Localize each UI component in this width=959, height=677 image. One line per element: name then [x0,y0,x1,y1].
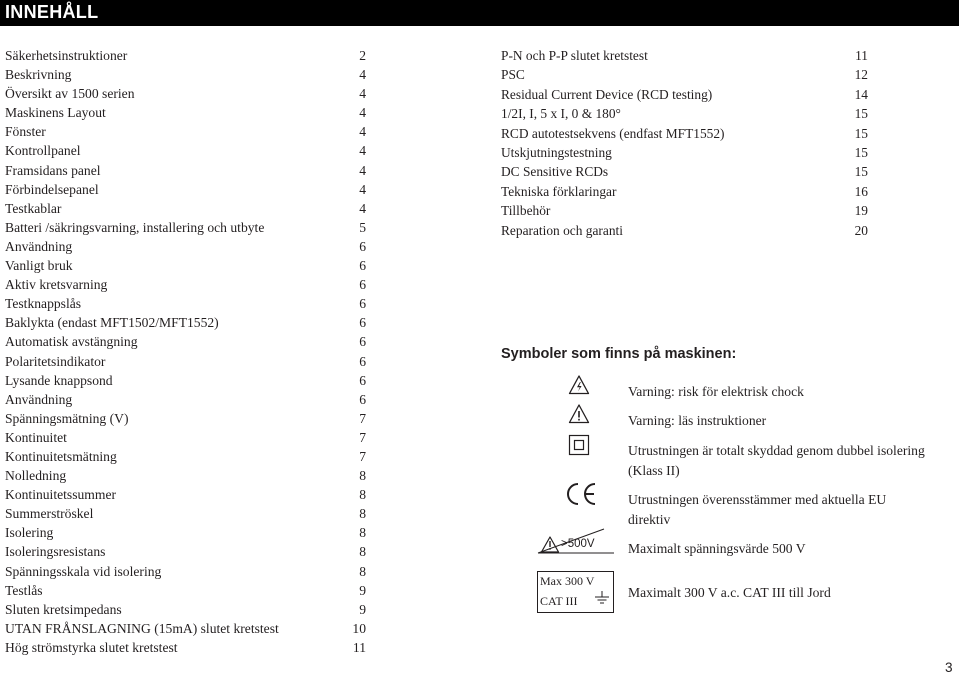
toc-entry [5,237,366,256]
toc-entry-page: 10 [352,620,366,636]
toc-entry [501,124,868,143]
toc-entry [501,201,868,220]
max-voltage-label: >500V [561,538,595,550]
toc-entry-page: 4 [359,86,366,102]
toc-entry-title: Testknappslås [5,296,82,312]
toc-entry [501,182,868,201]
warning-icon [568,403,590,425]
toc-entry-title: Maskinens Layout [5,105,106,121]
toc-entry-title: Lysande knappsond [5,372,113,388]
toc-entry-title: Användning [5,238,73,254]
toc-entry [5,65,366,84]
toc-entry [5,485,366,504]
toc-entry-title: Testkablar [5,200,62,216]
toc-entry [5,103,366,122]
toc-left-column [5,46,366,657]
toc-entry-title: Säkerhetsinstruktioner [5,48,128,63]
toc-entry-title: Batteri /säkringsvarning, installering och utbyte [5,219,265,235]
toc-entry-title: Nolledning [5,468,67,484]
toc-entry [501,221,868,240]
toc-entry-page: 6 [359,334,366,350]
toc-entry [5,256,366,275]
toc-entry [5,447,366,466]
toc-entry-title: P-N och P-P slutet kretstest [501,48,648,63]
toc-entry-page: 8 [359,525,366,541]
toc-entry-page: 8 [359,487,366,503]
toc-right-column [501,46,868,240]
toc-entry [501,162,868,181]
toc-entry-title: Kontrollpanel [5,143,81,159]
section-title: INNEHÅLL [5,2,99,22]
toc-entry-title: Polaritetsindikator [5,353,106,369]
toc-entry-page: 11 [855,48,868,63]
toc-entry [5,581,366,600]
toc-entry-page: 4 [359,143,366,159]
toc-entry [5,428,366,447]
toc-entry-page: 4 [359,67,366,83]
symbol-desc-double-insulation: Utrustningen är totalt skyddad genom dubbel isolering (Klass II) [628,443,925,478]
toc-entry [5,275,366,294]
toc-entry [5,122,366,141]
cat-rating-line2: CAT III [540,594,578,608]
toc-entry-title: Kontinuitet [5,429,67,445]
toc-entry-title: Sluten kretsimpedans [5,601,122,617]
toc-entry-page: 4 [359,105,366,121]
toc-entry-title: Automatisk avstängning [5,334,138,350]
toc-entry-title: Summerströskel [5,506,94,522]
toc-entry-title: Tillbehör [501,203,551,219]
toc-entry-title: Vanligt bruk [5,258,73,274]
toc-entry-page: 6 [359,315,366,331]
toc-entry-page: 15 [854,106,868,122]
ground-icon [593,590,611,606]
toc-entry [5,542,366,561]
toc-entry-page: 5 [359,219,366,235]
toc-entry-page: 11 [352,639,366,655]
page-number: 3 [945,660,953,675]
toc-entry [5,504,366,523]
toc-entry-page: 6 [359,296,366,312]
toc-entry-page: 2 [359,48,366,63]
toc-entry-page: 4 [359,162,366,178]
toc-entry [5,84,366,103]
toc-entry-page: 4 [359,124,366,140]
toc-entry-page: 14 [854,86,868,102]
toc-entry [5,294,366,313]
toc-entry [5,218,366,237]
toc-entry [501,46,868,65]
toc-entry [5,371,366,390]
toc-entry-page: 6 [359,238,366,254]
toc-entry-page: 8 [359,544,366,560]
toc-entry-page: 7 [359,429,366,445]
toc-entry-page: 6 [359,391,366,407]
toc-entry-page: 6 [359,372,366,388]
toc-entry-page: 7 [359,410,366,426]
toc-entry-title: Spänningsskala vid isolering [5,563,162,579]
toc-entry-title: Reparation och garanti [501,222,623,238]
electric-warning-icon [568,374,590,396]
toc-entry-page: 12 [854,67,868,83]
toc-entry-page: 6 [359,258,366,274]
toc-entry-title: PSC [501,67,525,83]
symbols-heading: Symboler som finns på maskinen: [501,346,737,362]
toc-entry-page: 15 [854,164,868,180]
toc-entry-title: Isoleringsresistans [5,544,106,560]
double-insulation-icon [568,434,590,456]
toc-entry [5,180,366,199]
toc-entry-page: 15 [854,125,868,141]
toc-entry-title: Fönster [5,124,46,140]
symbol-desc-max-voltage: Maximalt spänningsvärde 500 V [628,541,806,556]
toc-entry [5,638,366,657]
ce-mark-icon [563,481,599,507]
toc-entry-page: 19 [854,203,868,219]
toc-entry-page: 6 [359,277,366,293]
toc-entry-title: Testlås [5,582,43,598]
toc-entry-page: 8 [359,468,366,484]
cat-rating-icon [537,571,614,613]
toc-entry-title: Aktiv kretsvarning [5,277,108,293]
toc-entry-title: Kontinuitetsmätning [5,448,117,464]
toc-entry-title: Tekniska förklaringar [501,183,617,199]
toc-entry-page: 9 [359,582,366,598]
symbol-desc-warning: Varning: läs instruktioner [628,413,767,428]
toc-entry-page: 20 [854,222,868,238]
toc-entry [5,619,366,638]
toc-entry-page: 7 [359,448,366,464]
toc-entry-page: 4 [359,200,366,216]
toc-entry-title: Användning [5,391,73,407]
toc-entry [501,85,868,104]
toc-entry-title: Hög strömstyrka slutet kretstest [5,639,178,655]
cat-rating-line1: Max 300 V [540,574,595,588]
toc-entry [501,65,868,84]
toc-entry [5,46,366,65]
toc-entry-page: 15 [854,144,868,160]
section-header-bar [0,0,959,26]
toc-entry-page: 4 [359,181,366,197]
toc-entry-title: UTAN FRÅNSLAGNING (15mA) slutet kretstest [5,620,279,636]
toc-entry-title: Kontinuitetssummer [5,487,117,503]
toc-entry [501,143,868,162]
toc-entry [5,141,366,160]
toc-entry-page: 8 [359,563,366,579]
toc-entry-title: RCD autotestsekvens (endfast MFT1552) [501,125,725,141]
toc-entry-title: Residual Current Device (RCD testing) [501,86,713,102]
toc-entry [5,523,366,542]
toc-entry [5,352,366,371]
toc-entry-page: 6 [359,353,366,369]
toc-entry [5,409,366,428]
toc-entry-title: Översikt av 1500 serien [5,86,135,102]
toc-entry [5,562,366,581]
toc-entry-title: 1/2I, I, 5 x I, 0 & 180° [501,106,621,122]
toc-entry [5,390,366,409]
toc-entry [5,466,366,485]
toc-entry [5,199,366,218]
toc-entry [5,600,366,619]
toc-entry-title: DC Sensitive RCDs [501,164,609,180]
toc-entry-title: Framsidans panel [5,162,101,178]
toc-entry [5,161,366,180]
toc-entry-page: 8 [359,506,366,522]
symbol-desc-electric-warning: Varning: risk för elektrisk chock [628,384,804,399]
toc-entry-title: Beskrivning [5,67,72,83]
toc-entry-title: Förbindelsepanel [5,181,99,197]
toc-entry-title: Utskjutningstestning [501,144,612,160]
toc-entry [501,104,868,123]
toc-entry [5,332,366,351]
toc-entry-title: Spänningsmätning (V) [5,410,129,426]
toc-entry-title: Baklykta (endast MFT1502/MFT1552) [5,315,219,331]
toc-entry [5,313,366,332]
symbol-desc-ce-mark: Utrustningen överensstämmer med aktuella EU direktiv [628,492,887,527]
toc-entry-page: 9 [359,601,366,617]
toc-entry-title: Isolering [5,525,54,541]
symbol-desc-cat-rating: Maximalt 300 V a.c. CAT III till Jord [628,585,831,600]
toc-entry-page: 16 [854,183,868,199]
